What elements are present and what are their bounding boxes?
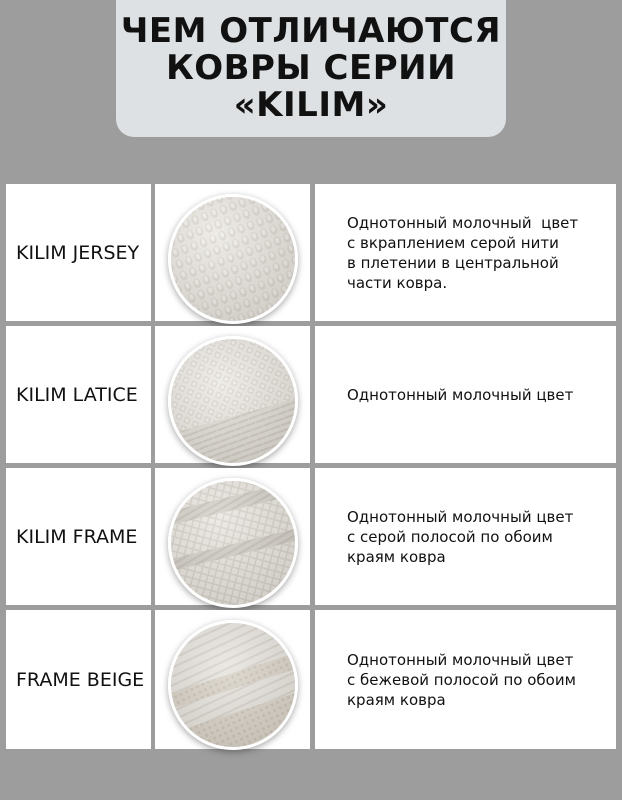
- title-banner: [116, 0, 506, 137]
- description-line: Однотонный молочный цвет: [347, 650, 574, 669]
- comparison-table: [0, 178, 622, 756]
- row-frame-beige-description-cell: [315, 610, 616, 749]
- description-line: с серой полосой по обоим: [347, 527, 553, 546]
- row-name: FRAME BEIGE: [16, 668, 145, 691]
- description-line: краям ковра: [347, 547, 446, 566]
- row-latice-name-cell: [6, 326, 151, 463]
- row-description: [315, 213, 588, 293]
- row-frame-beige-image-cell: [155, 610, 310, 749]
- row-frame-name-cell: [6, 468, 151, 605]
- rug-sample-latice-image: [168, 336, 298, 466]
- row-frame-image-cell: [155, 468, 310, 605]
- row-latice-description-cell: [315, 326, 616, 463]
- title-line-3: «KILIM»: [233, 85, 389, 125]
- row-description: [315, 650, 586, 710]
- title-line-2: КОВРЫ СЕРИИ: [165, 48, 457, 88]
- row-name: KILIM JERSEY: [16, 241, 140, 264]
- description-line: Однотонный молочный цвет: [347, 213, 579, 232]
- title-line-1: ЧЕМ ОТЛИЧАЮТСЯ: [120, 11, 502, 51]
- row-name: KILIM FRAME: [16, 525, 138, 548]
- description-line: в плетении в центральной: [347, 253, 559, 272]
- rug-sample-jersey-image: [168, 194, 298, 324]
- description-line: Однотонный молочный цвет: [347, 507, 574, 526]
- description-line: с бежевой полосой по обоим: [347, 670, 576, 689]
- row-description: [315, 507, 583, 567]
- description-line: краям ковра: [347, 690, 446, 709]
- rug-sample-frame-beige-image: [168, 620, 298, 750]
- description-line: с вкраплением серой нити: [347, 233, 559, 252]
- row-jersey-image-cell: [155, 184, 310, 321]
- row-description: [315, 385, 583, 405]
- description-line: части ковра.: [347, 273, 448, 292]
- row-frame-beige-name-cell: [6, 610, 151, 749]
- row-name: KILIM LATICE: [16, 383, 138, 406]
- description-line: Однотонный молочный цвет: [347, 385, 574, 404]
- row-jersey-description-cell: [315, 184, 616, 321]
- row-latice-image-cell: [155, 326, 310, 463]
- rug-sample-frame-image: [168, 478, 298, 608]
- row-jersey-name-cell: [6, 184, 151, 321]
- row-frame-description-cell: [315, 468, 616, 605]
